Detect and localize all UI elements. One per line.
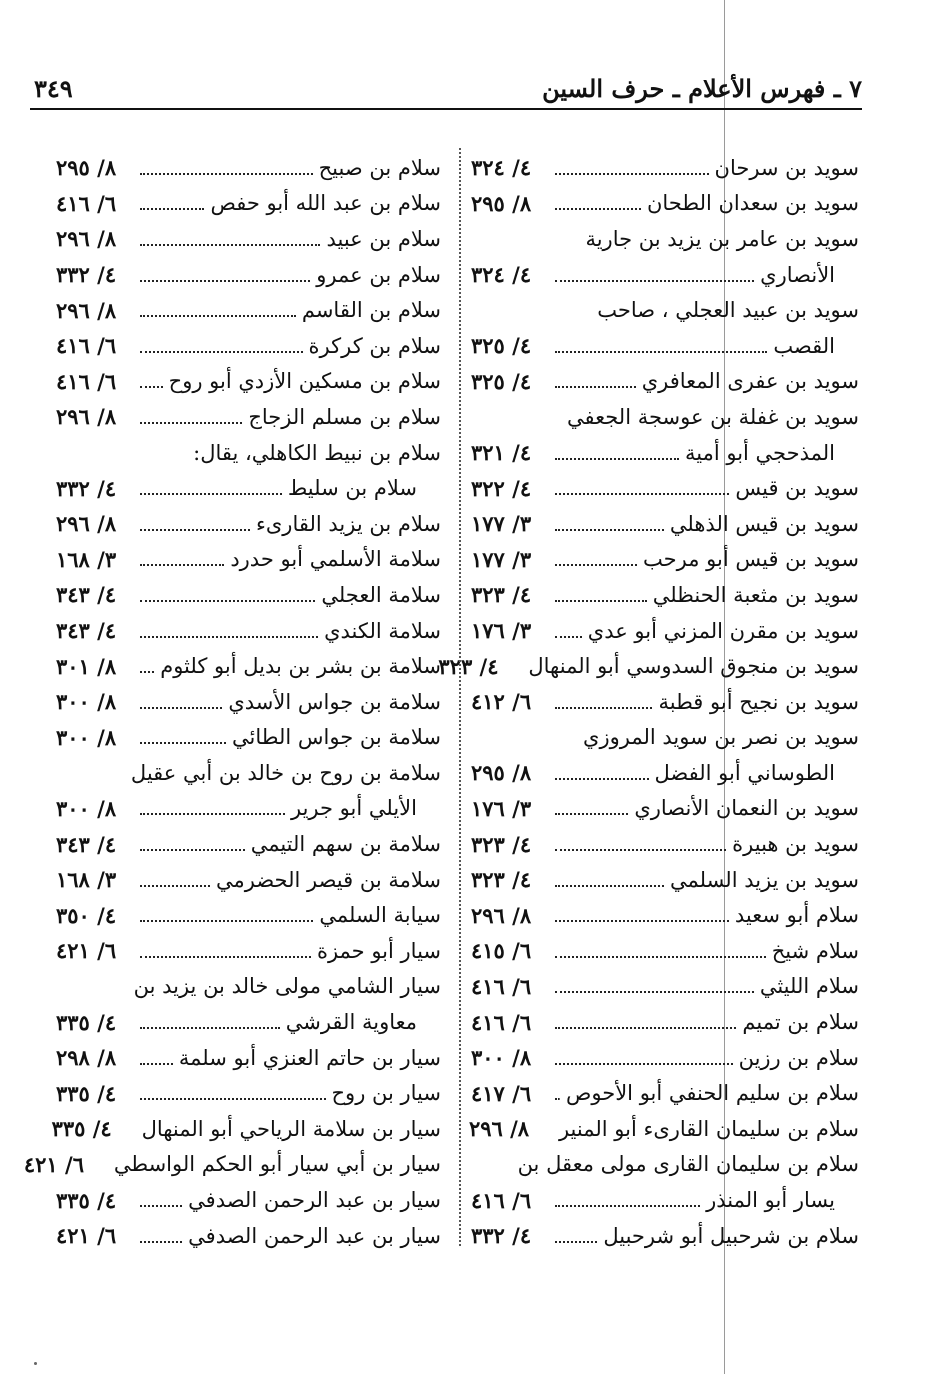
index-entry: [471, 506, 859, 542]
index-entry: [471, 435, 859, 471]
dot-leader: [555, 920, 729, 922]
entry-reference: ٤/ ٣٣٥: [56, 1187, 117, 1213]
entry-name: سلام أبو سعيد: [734, 903, 859, 928]
index-entry: [56, 791, 441, 827]
entry-reference: ٤/ ٣٥٠: [56, 902, 117, 928]
entry-name: سيار بن حاتم العنزي أبو سلمة: [178, 1045, 441, 1070]
entry-reference: ٨/ ٣٠٠: [56, 689, 117, 715]
entry-name: القصب: [773, 333, 835, 358]
entry-name: سلام بن سليم الحنفي أبو الأحوص: [565, 1081, 859, 1106]
dot-leader: [140, 208, 204, 210]
dot-leader: [555, 1205, 700, 1207]
entry-reference: ٤/ ٣٣٢: [56, 262, 117, 288]
dot-leader: [555, 351, 767, 353]
entry-name: سويد بن مثعبة الحنظلي: [652, 582, 859, 607]
entry-name: الطوساني أبو الفضل: [654, 760, 835, 785]
index-entry: [471, 933, 859, 969]
dot-leader: [140, 351, 303, 353]
dot-leader: [140, 386, 163, 388]
entry-name: سيابة السلمي: [319, 903, 441, 928]
entry-name: سيار الشامي مولى خالد بن يزيد بن: [133, 974, 441, 999]
entry-reference: ٣/ ١٧٧: [471, 546, 532, 572]
index-entry: [56, 862, 441, 898]
entry-name: سويد بن عفرى المعافري: [641, 369, 859, 394]
entry-reference: ٤/ ٣٤٣: [56, 582, 117, 608]
entry-name: سيار بن عبد الرحمن الصدفي: [188, 1188, 441, 1213]
entry-reference: ٨/ ٣٠٠: [56, 795, 117, 821]
dot-leader: [140, 529, 250, 531]
dot-leader: [140, 707, 222, 709]
index-entry: [56, 150, 441, 186]
index-entry: [471, 1040, 859, 1076]
entry-name: سلام بن نبيط الكاهلي، يقال:: [193, 440, 441, 465]
dot-leader: [140, 742, 226, 744]
index-entry: [56, 1040, 441, 1076]
column-divider: [459, 148, 461, 1246]
entry-reference: ٤/ ٣٢٣: [471, 831, 532, 857]
dot-leader: [555, 636, 582, 638]
entry-reference: ٤/ ٣٢٣: [438, 653, 499, 679]
index-entry: [56, 186, 441, 222]
dot-leader: [140, 671, 154, 673]
entry-name: سويد بن النعمان الأنصاري: [634, 796, 859, 821]
dot-leader: [140, 600, 315, 602]
index-column-right: [438, 150, 859, 1253]
index-entry: [471, 542, 859, 578]
entry-name: سويد بن عبيد العجلي ، صاحب: [597, 298, 859, 323]
entry-name: سويد بن عامر بن يزيد بن جارية: [585, 226, 859, 251]
index-entry: [56, 435, 441, 471]
entry-reference: ٣/ ١٦٨: [56, 546, 117, 572]
index-entry: [471, 364, 859, 400]
entry-name: سلام بن عبيد: [326, 226, 441, 251]
index-column-left: [23, 150, 441, 1253]
dot-leader: [140, 493, 282, 495]
entry-name: سويد بن يزيد السلمي: [669, 867, 859, 892]
entry-name: سويد بن قيس الذهلي: [669, 511, 859, 536]
index-entry: [56, 648, 441, 684]
dot-leader: [140, 956, 311, 958]
entry-name: سويد بن نجيح أبو قطبة: [658, 689, 859, 714]
entry-name: يسار أبو المنذر: [706, 1188, 835, 1213]
index-entry: [471, 1075, 859, 1111]
entry-reference: ٣/ ١٧٧: [471, 511, 532, 537]
index-entry: [468, 1111, 859, 1147]
index-entry: [56, 1075, 441, 1111]
entry-reference: ٨/ ٢٩٥: [56, 155, 117, 181]
entry-name: سويد بن سعدان الطحان: [646, 191, 859, 216]
dot-leader: [555, 458, 679, 460]
entry-name: سلامة بن روح بن خالد بن أبي عقيل: [130, 760, 441, 785]
entry-name: سلامة العجلي: [321, 582, 441, 607]
index-entry: [23, 1147, 441, 1183]
index-entry: [56, 684, 441, 720]
dot-leader: [140, 636, 318, 638]
entry-reference: ٦/ ٤١٧: [471, 1080, 532, 1106]
entry-name: سلام بن القاسم: [301, 298, 441, 323]
entry-reference: ٤/ ٣٤٣: [56, 618, 117, 644]
index-entry: [471, 684, 859, 720]
entry-reference: ٦/ ٤١٦: [471, 1187, 532, 1213]
entry-reference: ٤/ ٣٢٤: [471, 262, 532, 288]
index-entry: [471, 470, 859, 506]
entry-name: سلامة بن قيصر الحضرمي: [215, 867, 441, 892]
entry-reference: ٤/ ٣٢٢: [471, 475, 532, 501]
page-header: [30, 70, 862, 110]
entry-reference: ٤/ ٣٤٣: [56, 831, 117, 857]
dot-leader: [555, 208, 641, 210]
entry-name: سلام بن مسلم الزجاج: [248, 404, 441, 429]
entry-name: سلام بن تميم: [742, 1010, 859, 1035]
entry-name: المذحجي أبو أمية: [685, 440, 835, 465]
entry-name: سويد بن نصر بن سويد المروزي: [583, 725, 859, 750]
index-entry: [471, 1004, 859, 1040]
entry-name: سلام شيخ: [771, 938, 859, 963]
entry-name: سلام بن رزين: [738, 1045, 859, 1070]
dot-leader: [140, 1027, 280, 1029]
entry-name: سيار بن سلامة الرياحي أبو المنهال: [141, 1116, 441, 1141]
index-entry: [56, 1218, 441, 1254]
entry-name: سلام بن كركرة: [308, 333, 441, 358]
entry-reference: ٣/ ١٧٦: [471, 795, 532, 821]
index-entry: [471, 1218, 859, 1254]
dot-leader: [555, 600, 647, 602]
index-entry: [56, 613, 441, 649]
dot-leader: [140, 315, 296, 317]
index-entry: [56, 470, 441, 506]
entry-name: سلام بن مسكين الأزدي أبو روح: [168, 369, 441, 394]
entry-reference: ٤/ ٣٢٤: [471, 155, 532, 181]
running-title: ٧ ـ فهرس الأعلام ـ حرف السين: [542, 74, 862, 103]
index-entry: [56, 542, 441, 578]
index-entry: [56, 897, 441, 933]
entry-reference: ٤/ ٣٣٥: [56, 1080, 117, 1106]
dot-leader: [140, 1205, 182, 1207]
index-entry: [56, 328, 441, 364]
entry-reference: ٤/ ٣٢١: [471, 440, 532, 466]
index-entry: [56, 292, 441, 328]
index-entry: [438, 648, 859, 684]
index-entry: [471, 150, 859, 186]
entry-name: سلام بن عبد الله أبو حفص: [210, 191, 441, 216]
entry-reference: ٨/ ٢٩٦: [471, 902, 532, 928]
dot-leader: [140, 422, 242, 424]
index-entry: [51, 1111, 441, 1147]
dot-leader: [555, 707, 652, 709]
dot-leader: [555, 386, 636, 388]
entry-reference: ٤/ ٣٣٢: [56, 475, 117, 501]
entry-name: سلام بن سليمان القارى مولى معقل بن: [517, 1152, 859, 1177]
dot-leader: [555, 280, 754, 282]
dot-leader: [140, 849, 245, 851]
entry-name: سيار بن عبد الرحمن الصدفي: [188, 1223, 441, 1248]
dot-leader: [555, 885, 664, 887]
dot-leader: [140, 885, 210, 887]
entry-name: سويد بن قيس أبو مرحب: [643, 547, 859, 572]
index-entry: [56, 364, 441, 400]
entry-reference: ٣/ ١٧٦: [471, 618, 532, 644]
entry-reference: ٤/ ٣٢٥: [471, 333, 532, 359]
index-entry: [471, 897, 859, 933]
entry-name: سلامة الأسلمي أبو حدرد: [230, 547, 441, 572]
dot-leader: [140, 280, 310, 282]
entry-reference: ٨/ ٢٩٥: [471, 760, 532, 786]
entry-name: سلام الليثي: [759, 974, 859, 999]
index-entry: [56, 221, 441, 257]
dot-leader: [555, 991, 754, 993]
index-entry: [471, 328, 859, 364]
entry-name: سلامة بن سهم التيمي: [250, 832, 441, 857]
dot-leader: [555, 849, 726, 851]
dot-leader: [140, 813, 285, 815]
dot-leader: [555, 1098, 560, 1100]
dot-leader: [555, 1241, 597, 1243]
index-entry: [56, 720, 441, 756]
dot-leader: [140, 173, 313, 175]
dot-leader: [555, 956, 766, 958]
entry-reference: ٤/ ٣٢٣: [471, 867, 532, 893]
entry-name: سلامة بن بشر بن بديل أبو كلثوم: [160, 654, 441, 679]
entry-reference: ٨/ ٢٩٦: [56, 297, 117, 323]
dot-leader: [140, 1241, 182, 1243]
entry-reference: ٦/ ٤١٦: [471, 973, 532, 999]
entry-reference: ٨/ ٢٩٦: [56, 511, 117, 537]
dot-leader: [555, 813, 628, 815]
index-entry: [56, 755, 441, 791]
index-entry: [471, 292, 859, 328]
dot-leader: [140, 244, 320, 246]
entry-name: سلامة بن جواس الأسدي: [228, 689, 441, 714]
entry-name: سلام بن سليمان القارىء أبو المنير: [558, 1116, 859, 1141]
index-entry: [471, 1182, 859, 1218]
index-entry: [471, 791, 859, 827]
entry-reference: ٤/ ٣٣٥: [56, 1009, 117, 1035]
index-entry: [471, 577, 859, 613]
index-entry: [56, 257, 441, 293]
dot-leader: [140, 564, 224, 566]
entry-name: سلامة الكندي: [324, 618, 441, 643]
entry-reference: ٦/ ٤١٦: [471, 1009, 532, 1035]
dot-leader: [140, 1063, 173, 1065]
entry-name: سلام بن سليط: [287, 476, 417, 501]
index-entry: [471, 613, 859, 649]
entry-reference: ٦/ ٤٢١: [23, 1151, 84, 1177]
entry-name: سلام بن يزيد القارىء: [256, 511, 441, 536]
dot-leader: [555, 1027, 736, 1029]
index-entry: [56, 506, 441, 542]
entry-name: سيار أبو حمزة: [316, 938, 441, 963]
dot-leader: [555, 529, 664, 531]
entry-reference: ٨/ ٣٠٠: [56, 724, 117, 750]
entry-name: سويد بن هبيرة: [732, 832, 859, 857]
entry-name: الأنصاري: [760, 262, 835, 287]
entry-name: سويد بن منجوق السدوسي أبو المنهال: [528, 654, 859, 679]
dot-leader: [555, 173, 709, 175]
scan-speck: [34, 1362, 37, 1365]
index-entry: [56, 969, 441, 1005]
entry-reference: ٨/ ٢٩٦: [468, 1116, 530, 1142]
index-entry: [471, 186, 859, 222]
entry-reference: ٨/ ٣٠٠: [471, 1045, 532, 1071]
entry-reference: ٦/ ٤١٥: [471, 938, 532, 964]
entry-name: سيار بن روح: [331, 1081, 441, 1106]
entry-name: سلام بن صبيح: [318, 155, 441, 180]
entry-name: سلامة بن جواس الطائي: [232, 725, 441, 750]
entry-reference: ٦/ ٤١٦: [56, 190, 117, 216]
entry-name: سيار بن أبي سيار أبو الحكم الواسطي: [113, 1152, 441, 1177]
entry-reference: ٦/ ٤٢١: [56, 938, 117, 964]
entry-reference: ٨/ ٢٩٥: [471, 190, 532, 216]
entry-name: سلام بن عمرو: [316, 262, 441, 287]
dot-leader: [555, 1063, 733, 1065]
index-entry: [471, 755, 859, 791]
dot-leader: [555, 778, 649, 780]
entry-reference: ٦/ ٤١٦: [56, 368, 117, 394]
dot-leader: [555, 564, 637, 566]
entry-reference: ٨/ ٢٩٦: [56, 404, 117, 430]
entry-reference: ٤/ ٣٢٥: [471, 368, 532, 394]
entry-name: سويد بن قيس: [735, 476, 859, 501]
page-number: ٣٤٩: [34, 74, 73, 103]
index-entry: [471, 399, 859, 435]
entry-reference: ٦/ ٤١٢: [471, 689, 532, 715]
index-entry: [56, 399, 441, 435]
index-entry: [471, 221, 859, 257]
dot-leader: [140, 1098, 326, 1100]
index-entry: [56, 1004, 441, 1040]
index-entry: [471, 720, 859, 756]
entry-reference: ٤/ ٣٢٣: [471, 582, 532, 608]
index-entry: [471, 862, 859, 898]
entry-reference: ٨/ ٣٠١: [56, 653, 117, 679]
entry-reference: ٤/ ٣٣٢: [471, 1223, 532, 1249]
entry-reference: ٣/ ١٦٨: [56, 867, 117, 893]
entry-reference: ٤/ ٣٣٥: [51, 1116, 112, 1142]
dot-leader: [555, 493, 729, 495]
entry-reference: ٨/ ٢٩٦: [56, 226, 117, 252]
entry-name: سلام بن شرحبيل أبو شرحبيل: [603, 1223, 859, 1248]
entry-name: سويد بن غفلة بن عوسجة الجعفي: [566, 404, 859, 429]
entry-reference: ٦/ ٤٢١: [56, 1223, 117, 1249]
entry-name: سويد بن مقرن المزني أبو عدي: [587, 618, 859, 643]
index-entry: [471, 257, 859, 293]
dot-leader: [140, 920, 313, 922]
index-entry: [56, 933, 441, 969]
index-entry: [56, 577, 441, 613]
index-entry: [56, 826, 441, 862]
entry-reference: ٨/ ٢٩٨: [56, 1045, 117, 1071]
index-entry: [471, 826, 859, 862]
entry-name: الأيلي أبو جرير: [291, 796, 417, 821]
index-entry: [56, 1182, 441, 1218]
index-entry: [471, 1147, 859, 1183]
index-entry: [471, 969, 859, 1005]
entry-name: سويد بن سرحان: [714, 155, 859, 180]
entry-reference: ٦/ ٤١٦: [56, 333, 117, 359]
entry-name: معاوية القرشي: [285, 1010, 417, 1035]
